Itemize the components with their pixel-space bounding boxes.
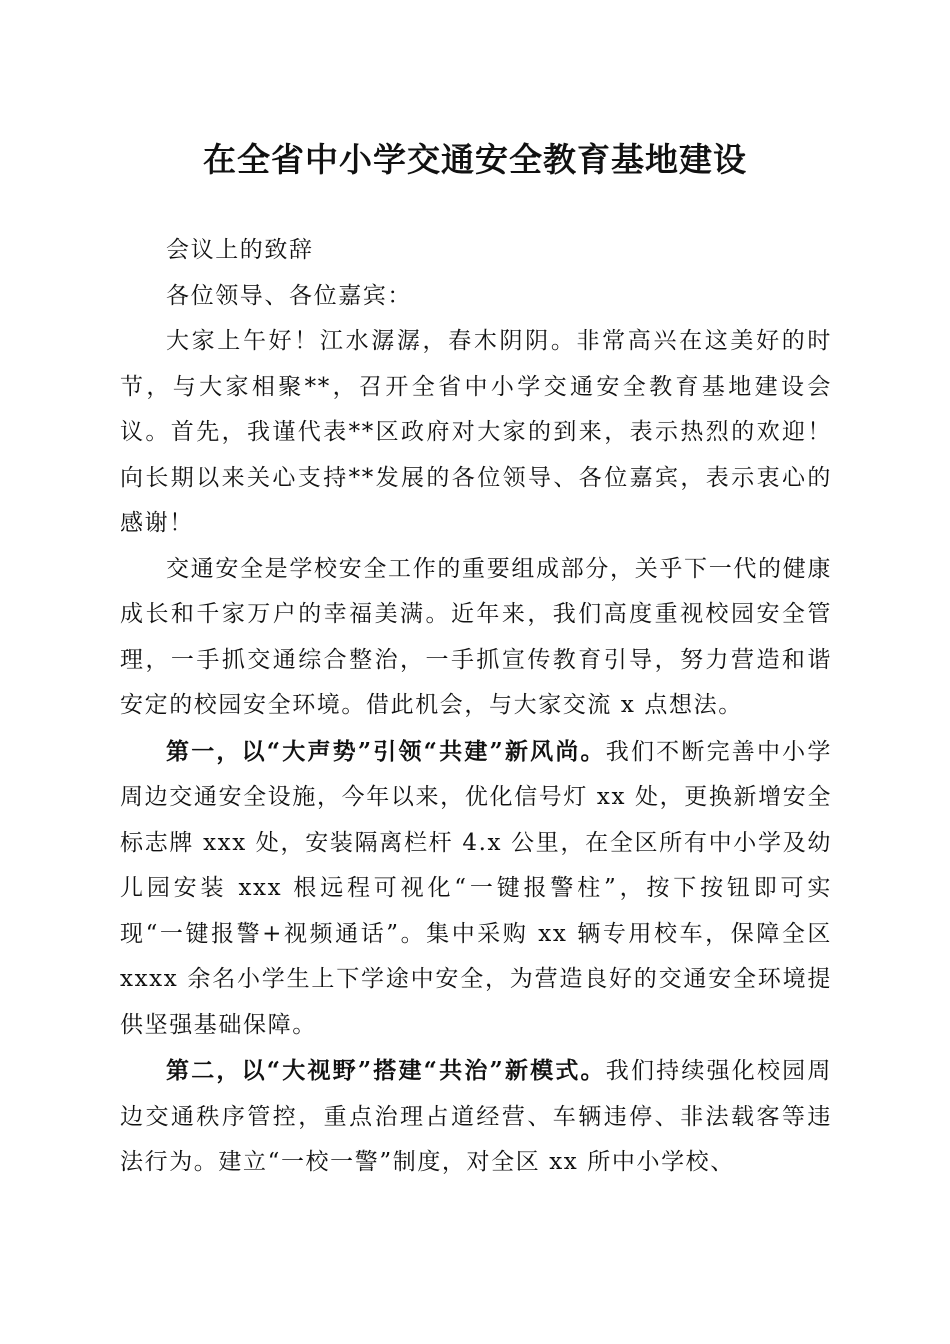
point-two-text: 我们持续强化校园周边交通秩序管控，重点治理占道经营、车辆违停、非法载客等违法行为。建立“一校一警”制度，对全区 xx 所中小学校、 (120, 1058, 832, 1175)
point-one-heading: 第一，以“大声势”引领“共建”新风尚。 (166, 737, 606, 765)
paragraph-greeting: 大家上午好！江水潺潺，春木阴阴。非常高兴在这美好的时节，与大家相聚**，召开全省中小学交通安全教育基地建设会议。首先，我谨代表**区政府对大家的到来，表示热烈的欢迎！向长期以来关心支持**发展的各位领导、各位嘉宾，表示衷心的感谢！ (120, 328, 832, 536)
subtitle-line: 会议上的致辞 (166, 237, 314, 263)
point-two-heading: 第二，以“大视野”搭建“共治”新模式。 (166, 1057, 606, 1084)
paragraph-point-one (120, 729, 832, 1049)
salutation: 各位领导、各位嘉宾： (166, 282, 412, 309)
paragraph-point-two (120, 1048, 832, 1186)
point-one-text: 我们不断完善中小学周边交通安全设施，今年以来，优化信号灯 xx 处，更换新增安全标志牌 xxx 处，安装隔离栏杆 4.x 公里，在全区所有中小学及幼儿园安装 xxx 根远程可视化“一键报警柱”，按下按钮即可实现“一键报警+视频通话”。集中采购 xx 辆专用校车，保障全区 xxxx 余名小学生上下学途中安全，为营造良好的交通安全环境提供坚强基础保障。 (120, 738, 832, 1038)
document-title: 在全省中小学交通安全教育基地建设 (203, 140, 747, 179)
document-body (120, 228, 832, 1186)
paragraph-intro: 交通安全是学校安全工作的重要组成部分，关乎下一代的健康成长和千家万户的幸福美满。近年来，我们高度重视校园安全管理，一手抓交通综合整治，一手抓宣传教育引导，努力营造和谐安定的校园安全环境。借此机会，与大家交流 x 点想法。 (120, 555, 832, 718)
